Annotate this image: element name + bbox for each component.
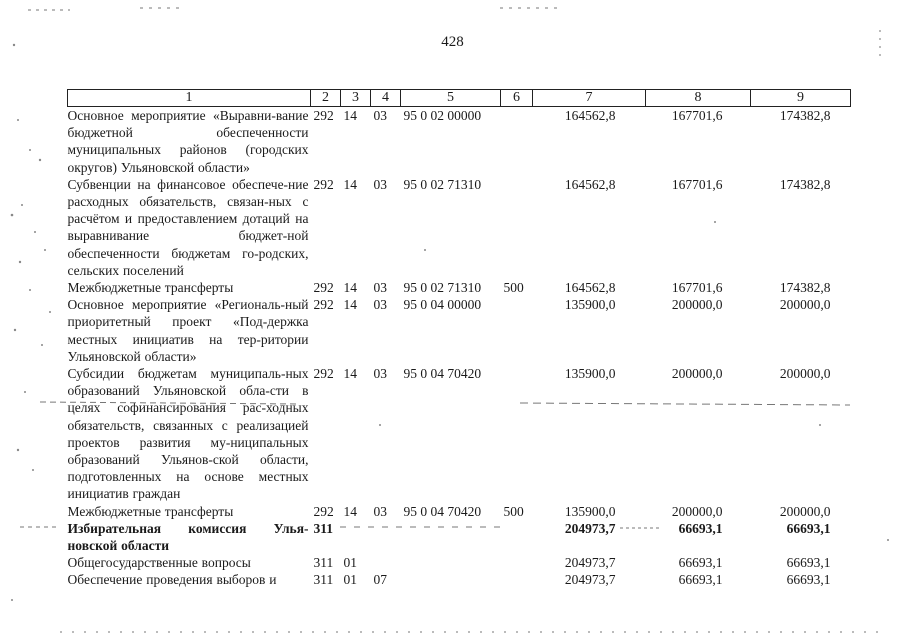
ministry-code-cell: 292: [313, 297, 334, 313]
row-name-cell: Общегосударственные вопросы: [67, 555, 251, 571]
ministry-code-cell: 311: [313, 572, 334, 588]
section-code-cell: 14: [343, 280, 357, 296]
subsection-code-cell: 03: [373, 176, 387, 192]
table-row: [68, 296, 851, 365]
table-row: [68, 107, 851, 176]
subsection-code-cell: 03: [373, 366, 387, 382]
amount-year2-cell: 167701,6: [671, 108, 723, 123]
row-name-cell: Субсидии бюджетам муниципаль-ных образований Ульяновской обла-сти в целях софинансирования рас-ходных обязательств, связанных с реализацией проектов развития му-ниципальных образований Ульянов-ской области, подготовленных на основе местных инициатив граждан: [67, 366, 309, 502]
section-code-cell: 01: [343, 572, 357, 588]
table-row: [68, 571, 851, 588]
target-article-cell: 95 0 02 00000: [403, 108, 482, 123]
section-code-cell: 14: [343, 108, 357, 123]
target-article-cell: 95 0 04 00000: [403, 297, 482, 313]
expense-type-cell: [501, 365, 533, 503]
amount-year3-cell: 200000,0: [779, 297, 831, 313]
table-header-row: [68, 90, 851, 107]
amount-year3-cell: 66693,1: [786, 520, 831, 536]
expense-type-cell: [501, 107, 533, 176]
amount-year2-cell: 200000,0: [671, 297, 723, 313]
column-header: 7: [533, 90, 646, 107]
section-code-cell: [341, 520, 371, 554]
amount-year1-cell: 164562,8: [564, 108, 616, 123]
amount-year2-cell: 200000,0: [671, 366, 723, 382]
amount-year2-cell: 66693,1: [678, 520, 723, 536]
section-code-cell: 14: [343, 176, 357, 192]
section-code-cell: 14: [343, 297, 357, 313]
budget-table: [67, 89, 851, 589]
row-name-cell: Межбюджетные трансферты: [67, 280, 234, 296]
expense-type-cell: 500: [503, 280, 524, 296]
amount-year2-cell: 167701,6: [671, 176, 723, 192]
row-name-cell: Обеспечение проведения выборов и: [67, 572, 277, 588]
amount-year1-cell: 135900,0: [564, 503, 616, 519]
row-name-cell: Субвенции на финансовое обеспече-ние расходных обязательств, связан-ных с расчётом и предоставлением дотаций на выравнивание бюджет-ной обеспеченности бюджетам го-родских, сельских поселений: [67, 176, 309, 278]
table-row: [68, 520, 851, 554]
section-code-cell: 01: [343, 555, 357, 571]
ministry-code-cell: 311: [313, 555, 334, 571]
ministry-code-cell: 311: [313, 520, 334, 536]
ministry-code-cell: 292: [313, 280, 334, 296]
subsection-code-cell: 03: [373, 108, 387, 123]
target-article-cell: 95 0 04 70420: [403, 366, 482, 382]
amount-year1-cell: 135900,0: [564, 297, 616, 313]
amount-year1-cell: 204973,7: [564, 520, 616, 536]
ministry-code-cell: 292: [313, 366, 334, 382]
expense-type-cell: [501, 554, 533, 571]
amount-year3-cell: 174382,8: [779, 280, 831, 296]
target-article-cell: 95 0 04 70420: [403, 503, 482, 519]
subsection-code-cell: 03: [373, 280, 387, 296]
target-article-cell: [401, 520, 501, 554]
expense-type-cell: [501, 176, 533, 279]
budget-table-container: [67, 89, 850, 589]
table-row: [68, 554, 851, 571]
row-name-cell: Основное мероприятие «Выравни-вание бюджетной обеспеченности муниципальных районов (городских округов) Ульяновской области»: [67, 108, 309, 175]
amount-year3-cell: 200000,0: [779, 503, 831, 519]
amount-year3-cell: 174382,8: [779, 176, 831, 192]
column-header: 5: [401, 90, 501, 107]
page-number: 428: [441, 34, 464, 50]
column-header: 3: [341, 90, 371, 107]
column-header: 8: [646, 90, 751, 107]
amount-year2-cell: 66693,1: [678, 555, 723, 571]
ministry-code-cell: 292: [313, 176, 334, 192]
column-header: 4: [371, 90, 401, 107]
amount-year3-cell: 174382,8: [779, 108, 831, 123]
section-code-cell: 14: [343, 503, 357, 519]
subsection-code-cell: 03: [373, 503, 387, 519]
column-header: 9: [751, 90, 851, 107]
amount-year1-cell: 135900,0: [564, 366, 616, 382]
subsection-code-cell: [371, 520, 401, 554]
expense-type-cell: [501, 571, 533, 588]
expense-type-cell: [501, 296, 533, 365]
table-row: [68, 176, 851, 279]
row-name-cell: Избирательная комиссия Улья-новской области: [67, 520, 309, 554]
amount-year1-cell: 204973,7: [564, 572, 616, 588]
amount-year1-cell: 164562,8: [564, 280, 616, 296]
amount-year1-cell: 164562,8: [564, 176, 616, 192]
column-header: 1: [68, 90, 311, 107]
expense-type-cell: [501, 520, 533, 554]
amount-year1-cell: 204973,7: [564, 555, 616, 571]
target-article-cell: 95 0 02 71310: [403, 176, 482, 192]
amount-year3-cell: 66693,1: [786, 555, 831, 571]
target-article-cell: [401, 554, 501, 571]
row-name-cell: Основное мероприятие «Региональ-ный приоритетный проект «Под-держка местных инициатив на тер-ритории Ульяновской области»: [67, 297, 309, 364]
ministry-code-cell: 292: [313, 108, 334, 123]
subsection-code-cell: 07: [373, 572, 387, 588]
target-article-cell: 95 0 02 71310: [403, 280, 482, 296]
column-header: 2: [311, 90, 341, 107]
section-code-cell: 14: [343, 366, 357, 382]
amount-year2-cell: 66693,1: [678, 572, 723, 588]
target-article-cell: [401, 571, 501, 588]
ministry-code-cell: 292: [313, 503, 334, 519]
amount-year3-cell: 200000,0: [779, 366, 831, 382]
subsection-code-cell: [371, 554, 401, 571]
expense-type-cell: 500: [503, 503, 524, 519]
amount-year2-cell: 167701,6: [671, 280, 723, 296]
table-row: [68, 365, 851, 503]
table-row: [68, 503, 851, 520]
table-body: [68, 107, 851, 589]
amount-year3-cell: 66693,1: [786, 572, 831, 588]
column-header: 6: [501, 90, 533, 107]
amount-year2-cell: 200000,0: [671, 503, 723, 519]
table-row: [68, 279, 851, 296]
row-name-cell: Межбюджетные трансферты: [67, 503, 234, 519]
subsection-code-cell: 03: [373, 297, 387, 313]
